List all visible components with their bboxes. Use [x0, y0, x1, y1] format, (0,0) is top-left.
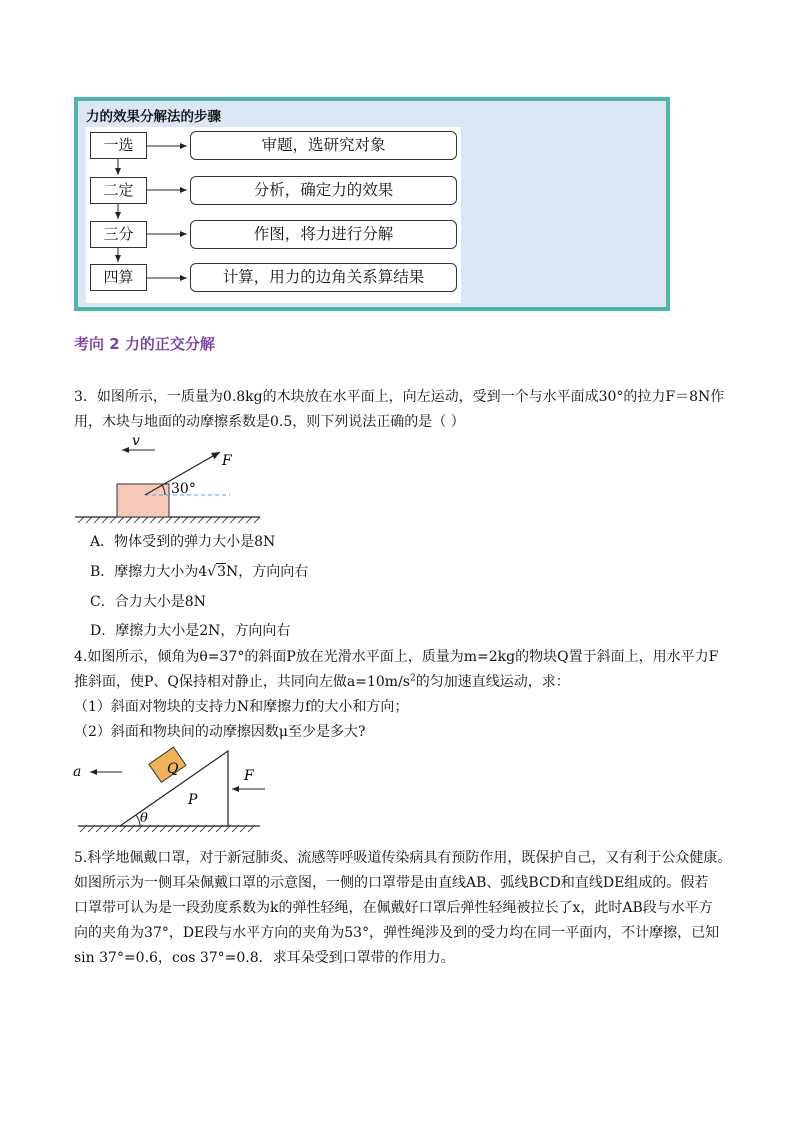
block-q-label: Q [167, 761, 179, 777]
angle-label: 30° [171, 481, 196, 497]
q5-text-line-1: 5.科学地佩戴口罩，对于新冠肺炎、流感等呼吸道传染病具有预防作用，既保护自己，又有利于公众健康。 [74, 850, 732, 866]
q5-text-line-5: sin 37°=0.6，cos 37°=0.8．求耳朵受到口罩带的作用力。 [74, 950, 455, 966]
q4-figure-incline-diagram [70, 744, 280, 840]
step-3-label: 三分 [90, 221, 147, 248]
step-1-label: 一选 [90, 132, 147, 159]
q3-text-line-2: 用，木块与地面的动摩擦系数是0.5，则下列说法正确的是（ ） [74, 414, 465, 430]
q4-line-2-tail: 的匀加速直线运动，求： [415, 674, 570, 690]
sqrt-symbol: √ [207, 564, 217, 580]
wood-block [117, 484, 169, 517]
q3-figure-block-diagram [70, 432, 270, 524]
q3-option-b-prefix: B．摩擦力大小为4 [90, 564, 208, 580]
q4-subquestion-1: （1）斜面对物块的支持力N和摩擦力f的大小和方向； [74, 699, 409, 715]
ground-hatch [78, 517, 260, 523]
force-f-label: F [222, 453, 232, 469]
step-1-desc: 审题，选研究对象 [190, 131, 457, 160]
acceleration-label: a [73, 764, 82, 780]
q4-line-2-text: 推斜面，使P、Q保持相对静止，共同向左做a=10m/s [74, 674, 410, 690]
q4-subquestion-2: （2）斜面和物块间的动摩擦因数μ至少是多大? [74, 724, 366, 740]
q3-option-d[interactable]: D．摩擦力大小是2N，方向向右 [90, 623, 291, 639]
q5-text-line-4: 向的夹角为37°，DE段与水平方向的夹角为53°，弹性绳涉及到的受力均在同一平面内，不计摩擦，已知 [74, 925, 720, 941]
q4-line-2-exponent: 2 [409, 673, 416, 684]
ground-hatch [80, 826, 254, 832]
step-2-desc: 分析，确定力的效果 [190, 176, 457, 205]
q3-option-c[interactable]: C．合力大小是8N [90, 594, 206, 610]
q4-text-line-2 [74, 671, 570, 691]
q5-text-line-3: 口罩带可认为是一段劲度系数为k的弹性轻绳，在佩戴好口罩后弹性轻绳被拉长了x，此时AB段与水平方 [74, 900, 713, 916]
step-4-label: 四算 [90, 264, 147, 291]
force-f-label: F [244, 768, 254, 784]
step-3-desc: 作图，将力进行分解 [190, 220, 457, 249]
q5-text-line-2: 如图所示为一侧耳朵佩戴口罩的示意图，一侧的口罩带是由直线AB、弧线BCD和直线DE组成的。假若 [74, 875, 709, 891]
step-4-desc: 计算，用力的边角关系算结果 [190, 263, 457, 292]
section-title: 考向 2 力的正交分解 [74, 335, 215, 353]
incline-p-label: P [188, 792, 198, 808]
steps-title: 力的效果分解法的步骤 [86, 109, 221, 125]
theta-label: θ [140, 811, 148, 826]
q4-text-line-1: 4.如图所示，倾角为θ=37°的斜面P放在光滑水平面上，质量为m=2kg的物块Q置于斜面上，用水平力F [74, 649, 719, 665]
q3-option-a[interactable]: A．物体受到的弹力大小是8N [90, 534, 276, 550]
velocity-label: v [132, 433, 140, 449]
steps-arrows [0, 0, 800, 320]
step-2-label: 二定 [90, 177, 147, 204]
q3-option-b-suffix: N，方向向右 [226, 564, 309, 580]
q3-option-b[interactable] [90, 561, 308, 581]
q3-text-line-1: 3．如图所示，一质量为0.8kg的木块放在水平面上，向左运动，受到一个与水平面成30°的拉力F＝8N作 [74, 389, 725, 405]
q3-option-b-root: 3 [217, 564, 227, 580]
